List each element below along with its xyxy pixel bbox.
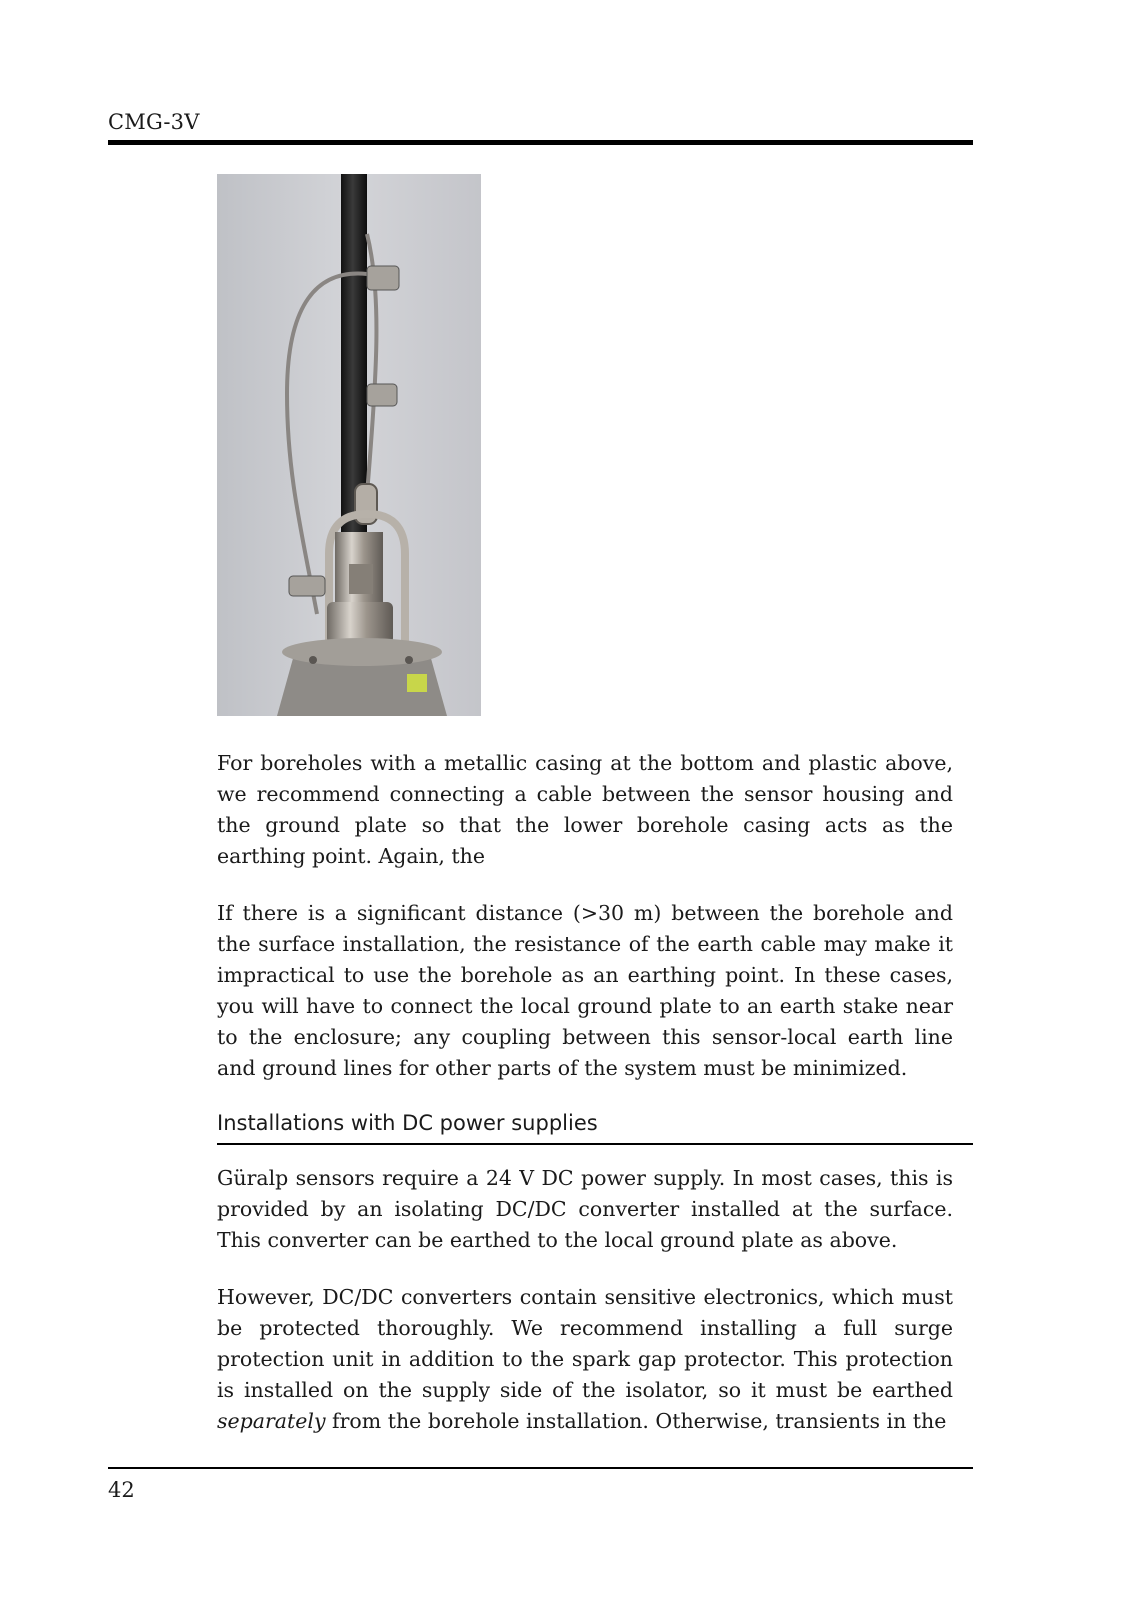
footer-rule — [108, 1467, 973, 1469]
borehole-sensor-photo — [217, 174, 481, 716]
paragraph-significant-distance: If there is a significant distance (>30 m) between the borehole and the surface installation, the resistance of the earth cable may make it impractical to use the borehole as an earthing point. In these cases, you will have to connect the local ground plate to an earth stake near to the enclosure; any coupling between this sensor-local earth line and ground lines for other parts of the system must be minimized. — [217, 901, 953, 1080]
paragraph-dc-converters — [217, 1282, 953, 1437]
section-heading: Installations with DC power supplies — [217, 1111, 598, 1135]
running-title: CMG-3V — [108, 110, 200, 134]
page-number: 42 — [108, 1478, 135, 1502]
section-rule — [217, 1143, 973, 1145]
header-rule — [108, 140, 973, 145]
paragraph-text: from the borehole installation. Otherwise, transients in the — [325, 1409, 947, 1433]
paragraph-text: However, DC/DC converters contain sensitive electronics, which must be protected thoroughly. We recommend installing a full surge protection unit in addition to the spark gap protector. This protection is installed on the supply side of the isolator, so it must be earthed — [217, 1285, 953, 1402]
paragraph-metallic-casing: For boreholes with a metallic casing at the bottom and plastic above, we recommend connecting a cable between the sensor housing and the ground plate so that the lower borehole casing acts as the earthing point. Again, the — [217, 751, 953, 868]
emphasis-text: separately — [217, 1409, 326, 1433]
paragraph-power-supply: Güralp sensors require a 24 V DC power supply. In most cases, this is provided by an isolating DC/DC converter installed at the surface. This converter can be earthed to the local ground plate as above. — [217, 1166, 953, 1252]
photo-illustration — [217, 174, 481, 716]
